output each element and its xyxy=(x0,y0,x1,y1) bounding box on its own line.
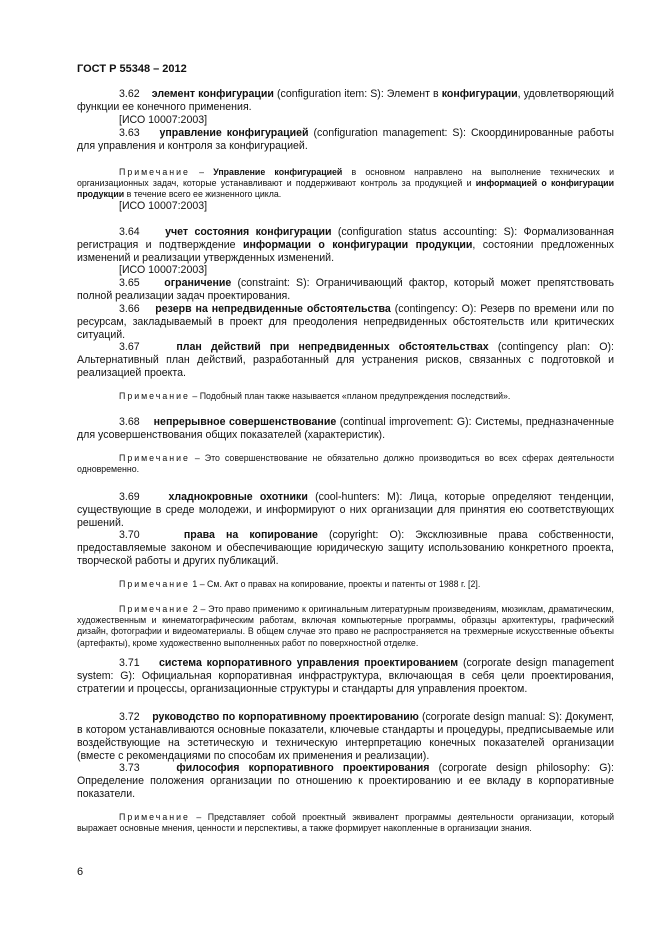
entry-3-65: 3.65 ограничение (constraint: S): Ограничивающий фактор, который может препятствовать полной реализации задач проектирования. xyxy=(77,277,614,302)
entry-3-70: 3.70 права на копирование (copyright: O): Эксклюзивные права собственности, предоставляемые законом и обеспечивающие юридическую защиту использованию конкретного проекта, творческой работы и других публикаций. xyxy=(77,529,614,567)
entry-3-68: 3.68 непрерывное совершенствование (continual improvement: G): Системы, предназначенные для усовершенствования общих показателей (характеристик). xyxy=(77,416,614,441)
entry-3-71: 3.71 система корпоративного управления проектированием (corporate design management system: G): Официальная корпоративная инфраструктура, включающая в себя цели проектирования, стратегии и процессы, организационные структуры и стандарты для управления проектом. xyxy=(77,657,614,695)
entry-3-73: 3.73 философия корпоративного проектирования (corporate design philosophy: G): Определение положения организации по отношению к проектированию и ее вкладу в корпоративные показатели. xyxy=(77,762,614,800)
entry-3-62: 3.62 элемент конфигурации (configuration item: S): Элемент в конфигурации, удовлетворяющий функции ее конечного применения. xyxy=(77,88,614,113)
page-number: 6 xyxy=(77,866,84,878)
entry-3-67: 3.67 план действий при непредвиденных обстоятельствах (contingency plan: O): Альтернативный план действий, разработанный для устранения рисков, связанных с подготовкой и реализацией проекта. xyxy=(77,341,614,379)
reference: [ИСО 10007:2003] xyxy=(119,114,208,126)
note: Примечание – Управление конфигурацией в основном направлено на выполнение технических и организационных задач, которые устанавливают и поддерживают контроль за продукцией и информацией о конфигурации продукции в течение всего ее жизненного цикла. xyxy=(77,167,614,200)
entry-3-66: 3.66 резерв на непредвиденные обстоятельства (contingency: O): Резерв по времени или по ресурсам, закладываемый в проект для преодоления непредвиденных обстоятельств или критических ситуаций. xyxy=(77,303,614,341)
entry-3-63: 3.63 управление конфигурацией (configuration management: S): Скоординированные работы для управления и контроля за конфигурацией. xyxy=(77,127,614,152)
note: Примечание 2 – Это право применимо к оригинальным литературным произведениям, мюзиклам, драматическим, художественным и кинематографическим работам, включая компьютерные программы, образцы архитектуры, графический дизайн, фотографии и видеоматериалы. В общем случае это право не распространяется на трехмерные искусственные объекты (артефакты), кроме художественно выполненных работ по поверхностной отделке. xyxy=(77,604,614,648)
entry-3-64: 3.64 учет состояния конфигурации (configuration status accounting: S): Формализованная регистрация и подтверждение информации о конфигурации продукции, состоянии предложенных изменений и реализации утвержденных изменений. xyxy=(77,226,614,264)
note: Примечание – Подобный план также называется «планом предупреждения последствий». xyxy=(119,391,511,401)
note: Примечание – Это совершенствование не обязательно должно производиться во всех сферах деятельности одновременно. xyxy=(77,453,614,475)
reference: [ИСО 10007:2003] xyxy=(119,264,208,276)
reference: [ИСО 10007:2003] xyxy=(119,200,208,212)
note: Примечание 1 – См. Акт о правах на копирование, проекты и патенты от 1988 г. [2]. xyxy=(119,579,481,589)
entry-3-72: 3.72 руководство по корпоративному проектированию (corporate design manual: S): Документ, в котором устанавливаются основные показатели, ключевые стандарты и процедуры, предписываемые или воздействующие на эстетическую и техническую интерпретацию конечных показателей организации (вместе с рекомендациями по способам их применения и реализации). xyxy=(77,711,614,762)
entry-3-69: 3.69 хладнокровные охотники (cool-hunters: M): Лица, которые определяют тенденции, существующие в среде молодежи, и информируют о них организации для принятия ею соответствующих решений. xyxy=(77,491,614,529)
document-header: ГОСТ Р 55348 – 2012 xyxy=(77,63,187,75)
note: Примечание – Представляет собой проектный эквивалент программы деятельности организации, который выражает основные мнения, ценности и перспективы, а также формирует накопленные в организации знания. xyxy=(77,812,614,834)
